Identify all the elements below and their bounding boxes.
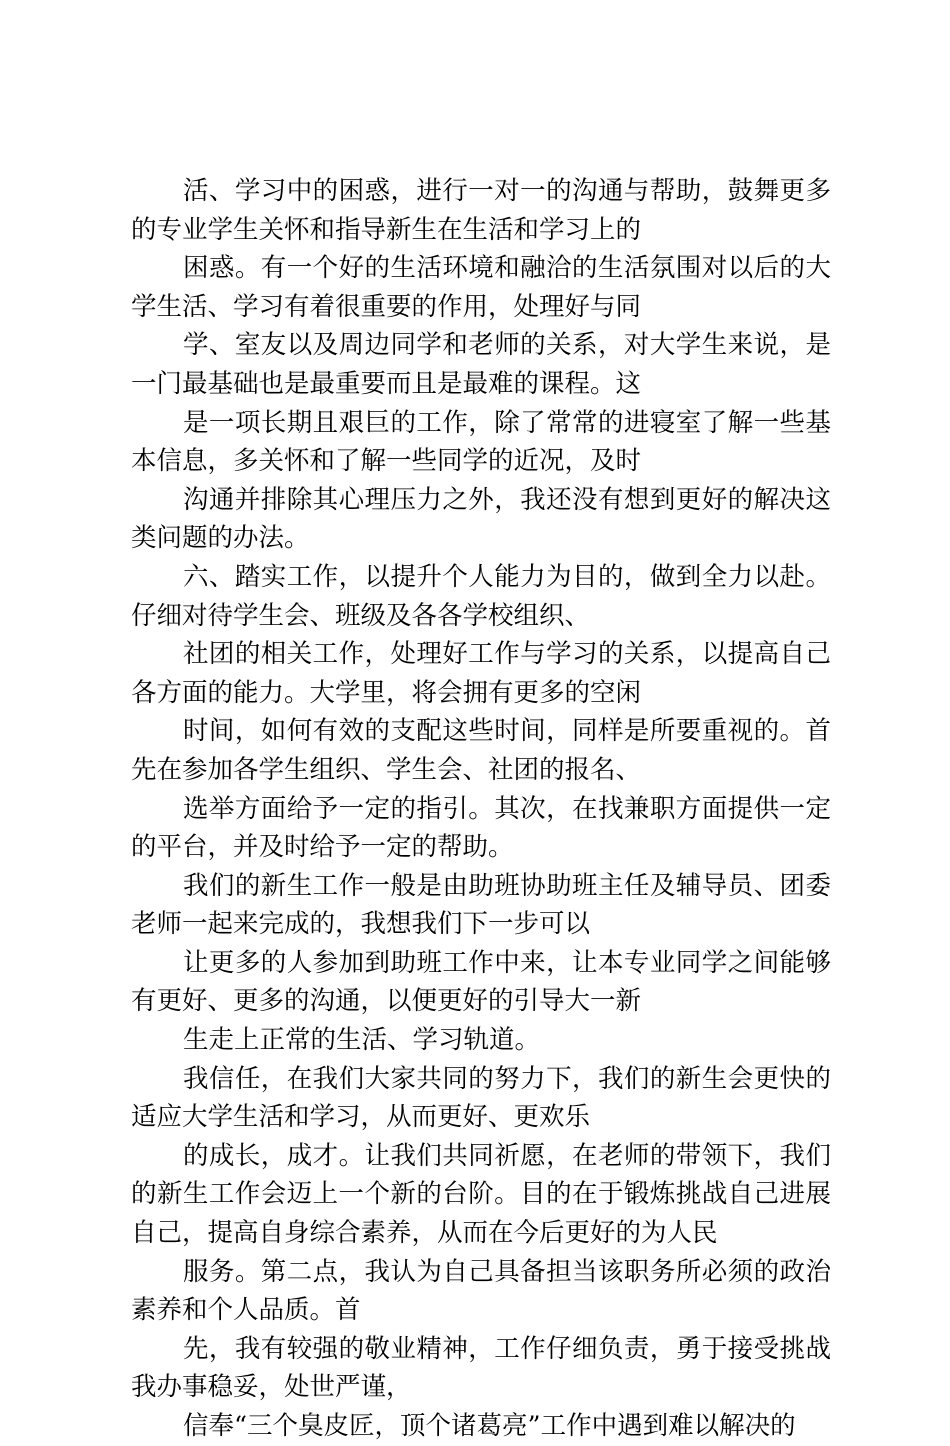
paragraph: 活、学习中的困惑，进行一对一的沟通与帮助，鼓舞更多的专业学生关怀和指导新生在生活和学习上的	[131, 176, 831, 245]
paragraph: 时间，如何有效的支配这些时间，同样是所要重视的。首先在参加各学生组织、学生会、社团的报名、	[131, 716, 831, 785]
paragraph: 是一项长期且艰巨的工作，除了常常的进寝室了解一些基本信息，多关怀和了解一些同学的近况，及时	[131, 407, 831, 477]
paragraph: 生走上正常的生活、学习轨道。	[183, 1025, 541, 1056]
paragraph: 服务。第二点，我认为自己具备担当该职务所必须的政治素养和个人品质。首	[131, 1256, 831, 1326]
paragraph: 学、室友以及周边同学和老师的关系，对大学生来说，是一门最基础也是最重要而且是最难的课程。这	[131, 330, 831, 399]
paragraph: 沟通并排除其心理压力之外，我还没有想到更好的解决这类问题的办法。	[131, 484, 831, 554]
paragraph: 让更多的人参加到助班工作中来，让本专业同学之间能够有更好、更多的沟通，以便更好的引导大一新	[131, 947, 831, 1017]
paragraph: 困惑。有一个好的生活环境和融洽的生活氛围对以后的大学生活、学习有着很重要的作用，处理好与同	[131, 253, 831, 322]
paragraph: 我信任，在我们大家共同的努力下，我们的新生会更快的适应大学生活和学习，从而更好、更欢乐	[131, 1063, 831, 1133]
body-text	[131, 172, 831, 1446]
paragraph: 我们的新生工作一般是由助班协助班主任及辅导员、团委老师一起来完成的，我想我们下一步可以	[131, 870, 831, 940]
paragraph: 的成长，成才。让我们共同祈愿，在老师的带领下，我们的新生工作会迈上一个新的台阶。目的在于锻炼挑战自己进展自己，提高自身综合素养，从而在今后更好的为人民	[131, 1140, 831, 1249]
paragraph: 信奉“三个臭皮匠，顶个诸葛亮”工作中遇到难以解决的	[183, 1411, 796, 1441]
paragraph: 选举方面给予一定的指引。其次，在找兼职方面提供一定的平台，并及时给予一定的帮助。	[131, 793, 831, 863]
paragraph: 先，我有较强的敬业精神，工作仔细负责，勇于接受挑战我办事稳妥，处世严谨，	[131, 1333, 831, 1403]
paragraph: 六、踏实工作，以提升个人能力为目的，做到全力以赴。仔细对待学生会、班级及各各学校组织、	[131, 561, 831, 631]
paragraph: 社团的相关工作，处理好工作与学习的关系，以提高自己各方面的能力。大学里，将会拥有更多的空闲	[131, 639, 831, 708]
